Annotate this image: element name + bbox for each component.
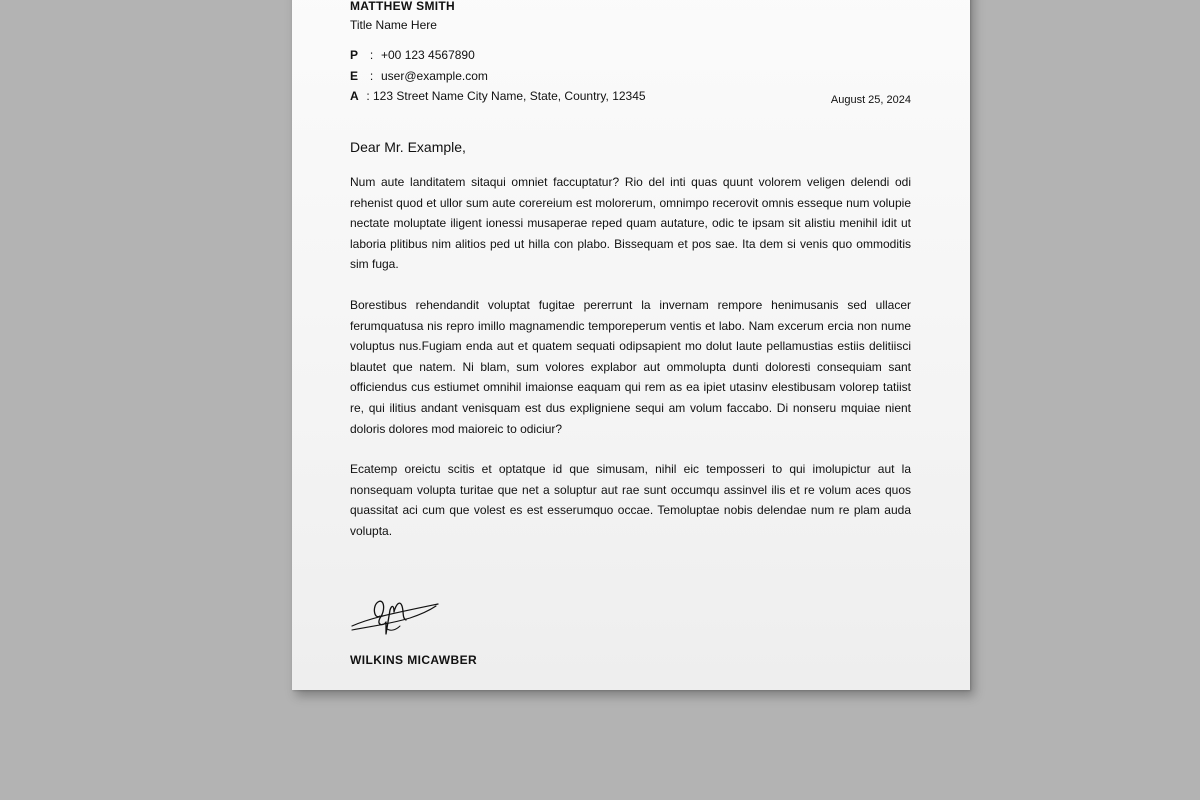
signer-name: WILKINS MICAWBER: [350, 652, 478, 667]
contact-separator: :: [369, 48, 374, 62]
contact-label-phone: P: [350, 48, 359, 62]
contact-row-address: [350, 88, 911, 104]
contact-address: 123 Street Name City Name, State, Country, 12345: [373, 89, 646, 103]
body-paragraph-2: Borestibus rehendandit voluptat fugitae pererrunt la invernam rempore henimusanis sed ullacer ferumquatusa nis repro imillo magnamendic temporeperum ventis et labo. Nam excerum ercia non nume voluptus nus.Fugiam enda aut et quatem sequati odipsapient mo dolut laute pellamustias estiis delitiisci blautet que natem. Ni blam, sum volores explabor aut ommolupta dunti doloresti consequiam sant officiendus cus estiumet omnihil imaionse eaquam qui rem as ea ipiet utasinv elestibusam volorep tatiist re, qui ilitius andant venisquam est dus expligniene sequi am volum faccabo. Di nonseru mquiae nient doloris dolores mod maioreic to odiciur?: [350, 297, 911, 436]
letter-page: [292, 0, 970, 690]
signature-icon: [350, 596, 442, 638]
sender-name: MATTHEW SMITH: [350, 0, 455, 13]
contact-label-address: A: [350, 89, 359, 103]
body-paragraph-3: Ecatemp oreictu scitis et optatque id que simusam, nihil eic temposseri to qui imolupictur aut la nonsequam volupta turitae que net a soluptur aut rae sunt occumqu assinvel ilis et re volum aces quos quassitat aci cum que volest es est esserumquo occae. Temoluptae nobis delendae num re plam auda volupta.: [350, 462, 911, 538]
salutation: Dear Mr. Example,: [350, 139, 466, 155]
contact-row-email: [350, 68, 911, 84]
contact-separator: :: [366, 89, 370, 103]
contact-row-phone: [350, 47, 911, 63]
contact-email: user@example.com: [381, 68, 488, 83]
contact-label-email: E: [350, 68, 359, 83]
contact-phone: +00 123 4567890: [381, 48, 475, 62]
letter-date: August 25, 2024: [830, 94, 911, 106]
sender-title: Title Name Here: [350, 18, 437, 32]
contact-separator: :: [369, 68, 374, 83]
letter-content: [350, 0, 911, 668]
body-paragraph-1: Num aute landitatem sitaqui omniet faccuptatur? Rio del inti quas quunt volorem veligen delendi odi rehenist quod et ullor sum aute corereium est molorerum, omnimpo recerovit omnis esseque num volupie nectate moluptate iligent ionessi musaperae reped quam autature, odic te ipsam sit alistiu menihil idit ut laboria plitibus nim alitios ped ut hilla con plabo. Bissequam et pos sae. Ita dem si venis quo ommoditis sim fuga.: [350, 175, 911, 272]
contact-block: [350, 47, 911, 104]
